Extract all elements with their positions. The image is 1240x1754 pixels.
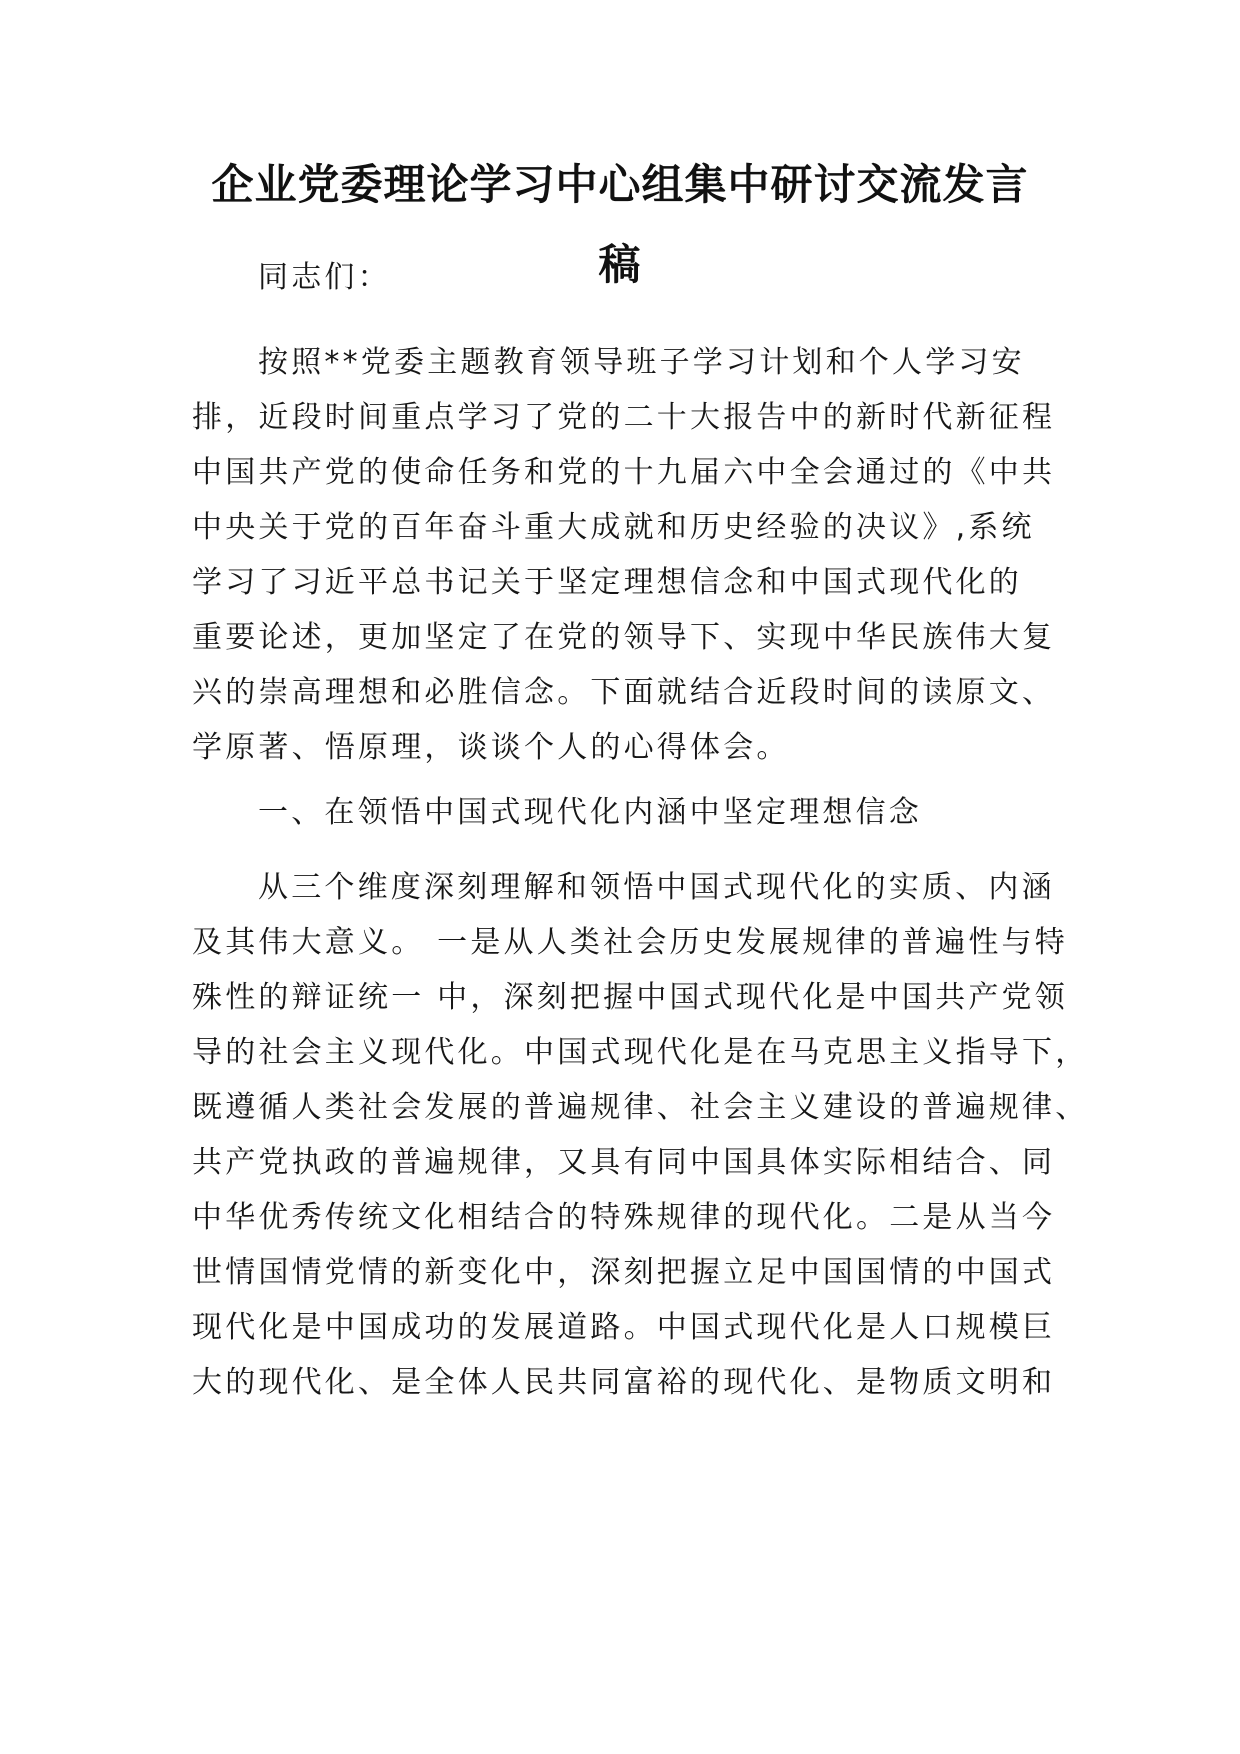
paragraph-line: 世情国情党情的新变化中，深刻把握立足中国国情的中国式 xyxy=(192,1255,1056,1290)
paragraph-line: 现代化是中国成功的发展道路。中国式现代化是人口规模巨 xyxy=(192,1310,1056,1345)
paragraph-line: 大的现代化、是全体人民共同富裕的现代化、是物质文明和 xyxy=(192,1365,1056,1400)
paragraph-line: 中华优秀传统文化相结合的特殊规律的现代化。二是从当今 xyxy=(192,1200,1056,1235)
paragraph-line: 学习了习近平总书记关于坚定理想信念和中国式现代化的 xyxy=(192,565,1022,600)
document-title-line-2: 稿 xyxy=(598,240,642,289)
paragraph-line: 中国共产党的使命任务和党的十九届六中全会通过的《中共 xyxy=(192,455,1056,490)
paragraph-line: 导的社会主义现代化。中国式现代化是在马克思主义指导下， xyxy=(192,1035,1089,1070)
paragraph-line: 重要论述，更加坚定了在党的领导下、实现中华民族伟大复 xyxy=(192,620,1056,655)
paragraph-line: 及其伟大意义。 一是从人类社会历史发展规律的普遍性与特 xyxy=(192,925,1068,960)
paragraph-line: 学原著、悟原理，谈谈个人的心得体会。 xyxy=(192,730,790,765)
section-heading: 一、在领悟中国式现代化内涵中坚定理想信念 xyxy=(258,795,922,830)
document-title-line-1: 企业党委理论学习中心组集中研讨交流发言 xyxy=(211,160,1029,209)
paragraph-line: 共产党执政的普遍规律，又具有同中国具体实际相结合、同 xyxy=(192,1145,1056,1180)
paragraph-line: 兴的崇高理想和必胜信念。下面就结合近段时间的读原文、 xyxy=(192,675,1056,710)
paragraph-line: 既遵循人类社会发展的普遍规律、社会主义建设的普遍规律、 xyxy=(192,1090,1089,1125)
paragraph-line: 殊性的辩证统一 中，深刻把握中国式现代化是中国共产党领 xyxy=(192,980,1068,1015)
paragraph-line: 中央关于党的百年奋斗重大成就和历史经验的决议》,系统 xyxy=(192,510,1035,545)
paragraph-line: 排，近段时间重点学习了党的二十大报告中的新时代新征程 xyxy=(192,400,1056,435)
salutation: 同志们： xyxy=(258,260,391,295)
paragraph-line: 从三个维度深刻理解和领悟中国式现代化的实质、内涵 xyxy=(258,870,1055,905)
paragraph-line: 按照**党委主题教育领导班子学习计划和个人学习安 xyxy=(258,345,1025,380)
